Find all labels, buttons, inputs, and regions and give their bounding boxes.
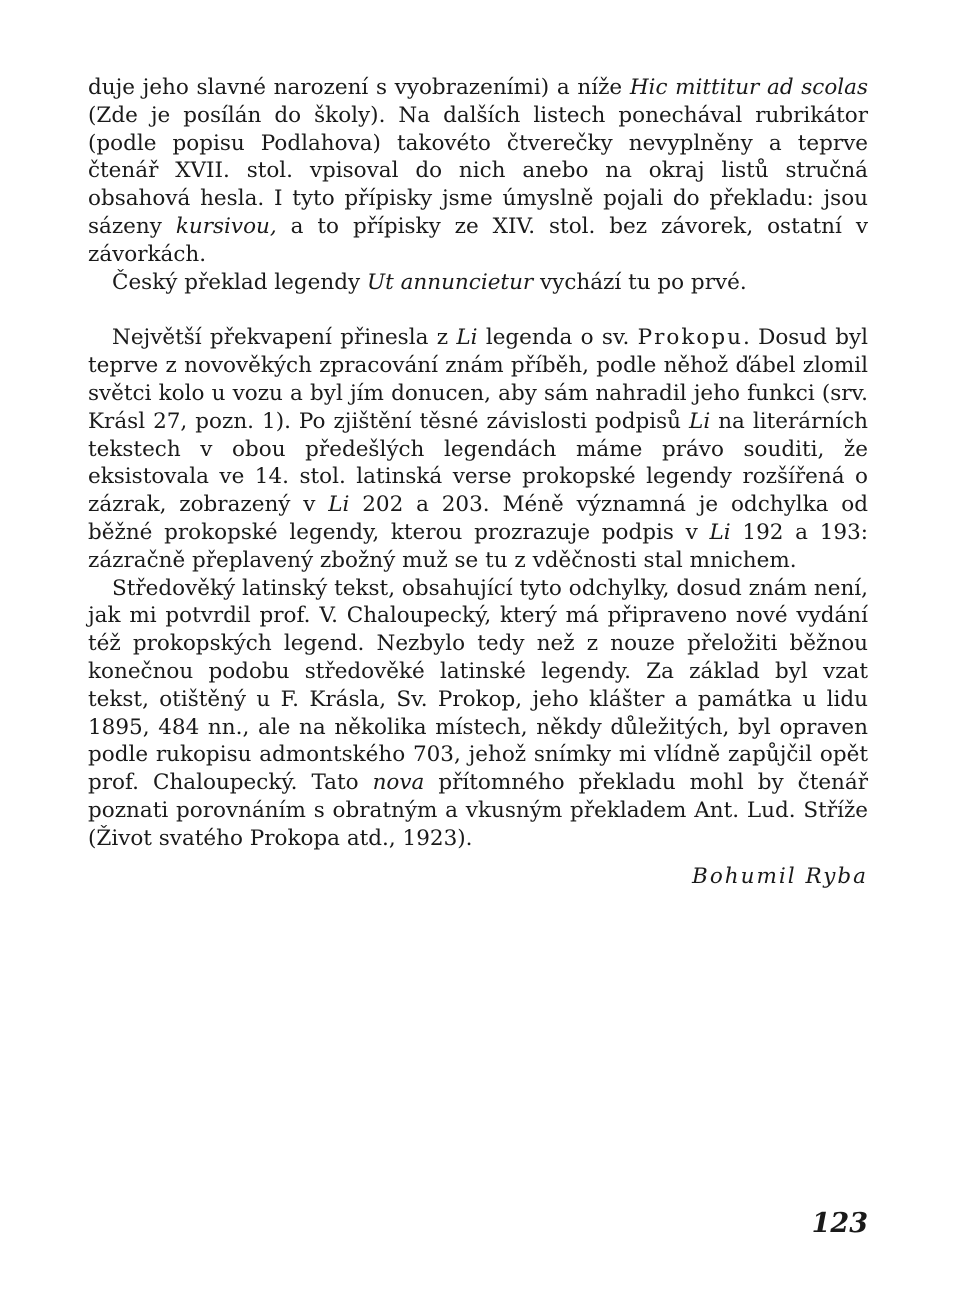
italic-text: Ut annuncietur: [366, 269, 534, 295]
page-body: [88, 74, 868, 890]
page-number: 123: [811, 1208, 868, 1239]
text-run: 192 a 193: zázračně přeplavený zbožný muž se tu z vděčnosti stal mnichem.: [88, 519, 869, 573]
spaced-text: Prokopu: [637, 325, 743, 351]
italic-text: Li: [689, 408, 711, 434]
author-signature: Bohumil Ryba: [692, 863, 868, 889]
paragraph-4: [88, 575, 868, 853]
italic-text: Li: [328, 492, 350, 518]
text-run: Největší překvapení přinesla z: [112, 325, 457, 351]
text-run: přítomného překladu mohl by čtenář poznati porovnáním s obratným a vkusným překladem Ant. Lud. Stříže (Život svatého Prokopa atd., 1923).: [88, 770, 868, 851]
text-run: . Dosud byl teprve z novověkých zpracování znám příběh, podle něhož ďábel zlomil světci kolo u vozu a byl jím donucen, aby sám nahradil jeho funkci (srv. Krásl 27, pozn. 1). Po zjištění těsné závislosti podpisů: [88, 325, 868, 434]
paragraph-3: [88, 324, 868, 574]
text-run: 202 a 203. Méně významná je odchylka od běžné prokopské legendy, kterou prozrazuje podpis v: [88, 492, 868, 545]
text-run: vychází tu po prvé.: [533, 269, 747, 295]
text-run: na literárních tekstech v obou předešlých legendách máme právo souditi, že eksistovala ve 14. stol. latinská verse prokopské legendy rozšířená o zázrak, zobrazený v: [88, 408, 868, 518]
italic-text: kursivou,: [175, 213, 277, 239]
text-run: (Zde je posílán do školy). Na dalších listech ponechával rubrikátor (podle popisu Podlahova) takovéto čtverečky nevyplněny a teprve čtenář XVII. stol. vpisoval do nich anebo na okraj listů stručná obsahová hesla. I tyto přípisky jsme úmyslně pojali do překladu: jsou sázeny: [88, 102, 868, 239]
italic-text: nova: [372, 770, 425, 796]
paragraph-1: [88, 74, 868, 269]
text-run: Středověký latinský tekst, obsahující tyto odchylky, dosud znám není, jak mi potvrdil prof. V. Chaloupecký, který má připraveno nové vydání též prokopských legend. Nezbylo tedy než z nouze přeložiti běžnou konečnou podobu středověké latinské legendy. Za základ byl vzat tekst, otištěný u F. Krásla, Sv. Prokop, jeho klášter a památka u lidu 1895, 484 nn., ale na několika místech, někdy důležitých, byl opraven podle rukopisu admontského 703, jehož snímky mi vlídně zapůjčil opět prof. Chaloupecký. Tato: [88, 575, 868, 796]
text-run: duje jeho slavné narození s vyobrazeními) a níže: [88, 75, 630, 100]
text-run: Český překlad legendy: [112, 269, 367, 295]
italic-text: Li: [709, 519, 731, 545]
italic-text: Li: [456, 325, 478, 351]
text-run: legenda o sv.: [477, 325, 638, 351]
paragraph-2: [88, 269, 868, 297]
italic-text: Hic mittitur ad scolas: [629, 75, 869, 100]
text-run: a to přípisky ze XIV. stol. bez závorek, ostatní v závorkách.: [88, 213, 869, 267]
